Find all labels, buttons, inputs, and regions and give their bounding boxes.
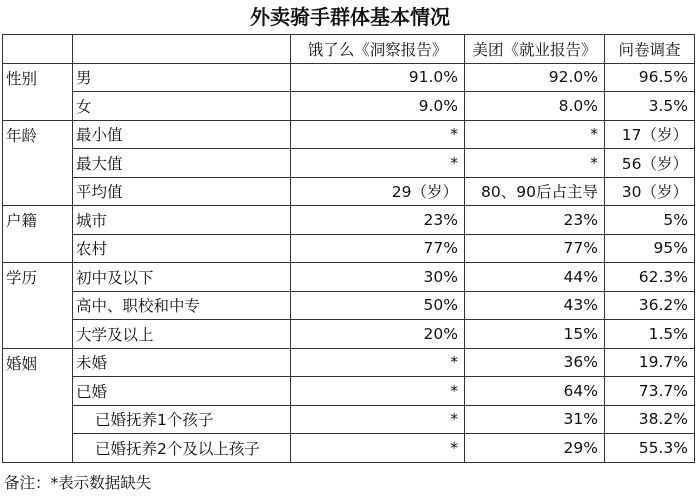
table-row — [3, 291, 695, 320]
table-row — [3, 348, 695, 377]
survey-value-cell: 55.3% — [605, 434, 695, 463]
eleme-value-cell: 29（岁） — [291, 177, 465, 206]
meituan-value-cell: 92.0% — [465, 63, 605, 92]
category-cell — [3, 149, 73, 178]
meituan-value-cell: 23% — [465, 206, 605, 235]
header-cell-survey: 问卷调查 — [605, 35, 695, 64]
table-row — [3, 206, 695, 235]
category-cell — [3, 320, 73, 349]
eleme-value-cell: * — [291, 348, 465, 377]
category-cell — [3, 291, 73, 320]
table-row — [3, 149, 695, 178]
eleme-value-cell: * — [291, 434, 465, 463]
category-cell: 学历 — [3, 263, 73, 292]
item-cell: 未婚 — [73, 348, 291, 377]
survey-value-cell: 30（岁） — [605, 177, 695, 206]
eleme-value-cell: * — [291, 377, 465, 406]
survey-value-cell: 17（岁） — [605, 120, 695, 149]
survey-value-cell: 96.5% — [605, 63, 695, 92]
eleme-value-cell: 30% — [291, 263, 465, 292]
item-cell: 男 — [73, 63, 291, 92]
category-cell — [3, 92, 73, 121]
meituan-value-cell: 29% — [465, 434, 605, 463]
item-cell: 城市 — [73, 206, 291, 235]
eleme-value-cell: 23% — [291, 206, 465, 235]
data-table — [2, 34, 695, 463]
table-row — [3, 377, 695, 406]
table-row — [3, 263, 695, 292]
table-row — [3, 177, 695, 206]
eleme-value-cell: * — [291, 120, 465, 149]
eleme-value-cell: * — [291, 405, 465, 434]
category-cell — [3, 405, 73, 434]
survey-value-cell: 19.7% — [605, 348, 695, 377]
meituan-value-cell: 43% — [465, 291, 605, 320]
footnote: 备注：*表示数据缺失 — [4, 474, 152, 492]
item-cell: 平均值 — [73, 177, 291, 206]
category-cell — [3, 377, 73, 406]
item-cell: 初中及以下 — [73, 263, 291, 292]
item-cell: 最大值 — [73, 149, 291, 178]
item-cell: 大学及以上 — [73, 320, 291, 349]
meituan-value-cell: 64% — [465, 377, 605, 406]
table-row — [3, 120, 695, 149]
meituan-value-cell: 44% — [465, 263, 605, 292]
meituan-value-cell: 31% — [465, 405, 605, 434]
survey-value-cell: 56（岁） — [605, 149, 695, 178]
meituan-value-cell: 36% — [465, 348, 605, 377]
survey-value-cell: 38.2% — [605, 405, 695, 434]
eleme-value-cell: 91.0% — [291, 63, 465, 92]
meituan-value-cell: 77% — [465, 234, 605, 263]
item-cell: 农村 — [73, 234, 291, 263]
survey-value-cell: 1.5% — [605, 320, 695, 349]
item-cell: 高中、职校和中专 — [73, 291, 291, 320]
meituan-value-cell: * — [465, 149, 605, 178]
category-cell: 性别 — [3, 63, 73, 92]
header-cell-meituan: 美团《就业报告》 — [465, 35, 605, 64]
survey-value-cell: 3.5% — [605, 92, 695, 121]
survey-value-cell: 73.7% — [605, 377, 695, 406]
table-row — [3, 405, 695, 434]
survey-value-cell: 62.3% — [605, 263, 695, 292]
meituan-value-cell: * — [465, 120, 605, 149]
eleme-value-cell: 50% — [291, 291, 465, 320]
item-cell: 女 — [73, 92, 291, 121]
category-cell: 户籍 — [3, 206, 73, 235]
table-body — [3, 35, 695, 463]
eleme-value-cell: 20% — [291, 320, 465, 349]
category-cell — [3, 177, 73, 206]
eleme-value-cell: 77% — [291, 234, 465, 263]
table-row — [3, 234, 695, 263]
eleme-value-cell: 9.0% — [291, 92, 465, 121]
header-cell-category — [3, 35, 73, 64]
item-cell: 最小值 — [73, 120, 291, 149]
header-cell-item — [73, 35, 291, 64]
table-row — [3, 63, 695, 92]
survey-value-cell: 5% — [605, 206, 695, 235]
table-row — [3, 320, 695, 349]
header-cell-eleme: 饿了么《洞察报告》 — [291, 35, 465, 64]
item-cell: 已婚抚养2个及以上孩子 — [73, 434, 291, 463]
category-cell: 婚姻 — [3, 348, 73, 377]
category-cell — [3, 434, 73, 463]
table-row — [3, 434, 695, 463]
meituan-value-cell: 15% — [465, 320, 605, 349]
survey-value-cell: 36.2% — [605, 291, 695, 320]
survey-value-cell: 95% — [605, 234, 695, 263]
item-cell: 已婚抚养1个孩子 — [73, 405, 291, 434]
meituan-value-cell: 8.0% — [465, 92, 605, 121]
item-cell: 已婚 — [73, 377, 291, 406]
header-row — [3, 35, 695, 64]
eleme-value-cell: * — [291, 149, 465, 178]
table-title: 外卖骑手群体基本情况 — [250, 5, 450, 29]
meituan-value-cell: 80、90后占主导 — [465, 177, 605, 206]
category-cell: 年龄 — [3, 120, 73, 149]
category-cell — [3, 234, 73, 263]
table-row — [3, 92, 695, 121]
